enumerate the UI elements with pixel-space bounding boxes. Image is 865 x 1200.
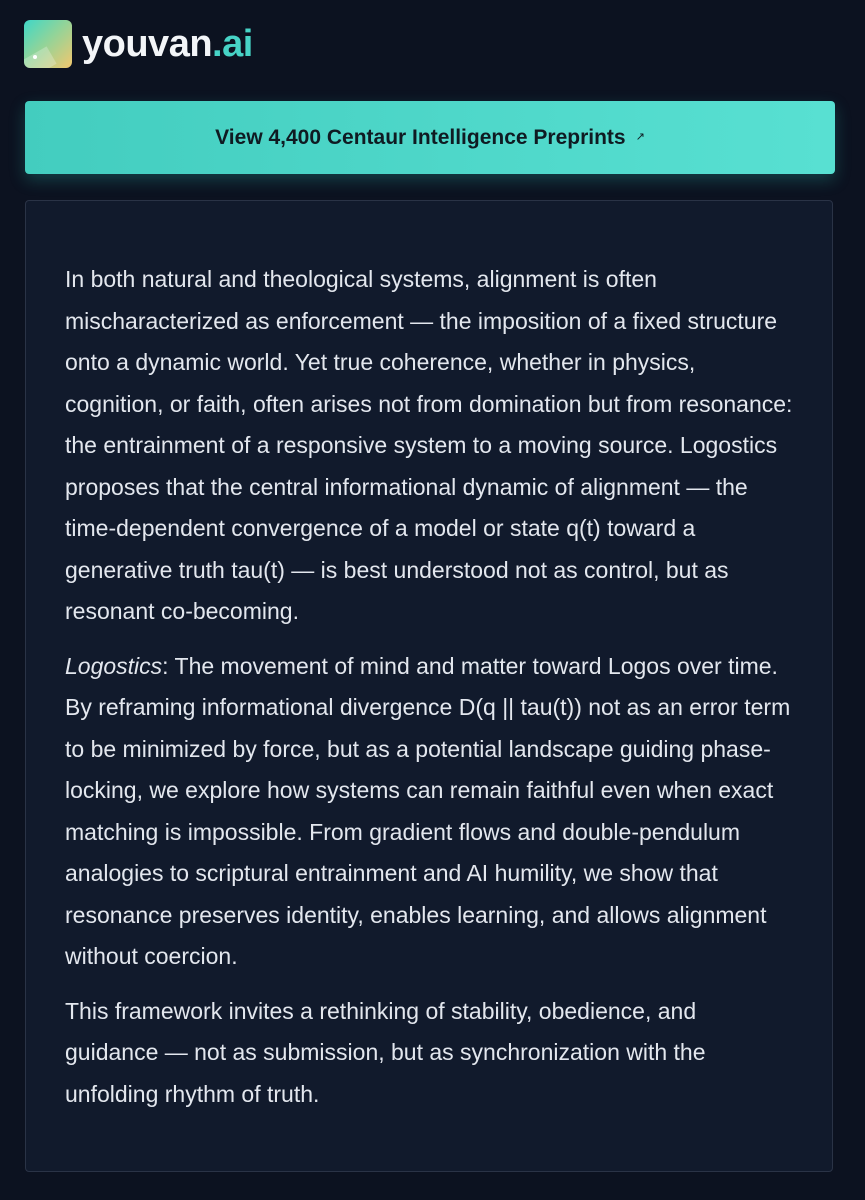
logostics-term: Logostics — [65, 652, 163, 679]
logo-dot — [33, 55, 37, 59]
brand-wordmark[interactable] — [82, 25, 253, 63]
abstract-paragraph-1: In both natural and theological systems, alignment is often mischaracterized as enforcement — the imposition of a fixed structure onto a dynamic world. Yet true coherence, whether in physics, cognition, or faith, often arises not from domination but from resonance: the entrainment of a responsive system to a moving source. Logostics proposes that the central informational dynamic of alignment — the time-dependent convergence of a model or state q(t) toward a generative truth tau(t) — is best understood not as control, but as resonant co-becoming. — [65, 266, 793, 624]
brand-tld: .ai — [212, 23, 253, 65]
logo-shine — [24, 46, 57, 68]
logo-icon[interactable] — [24, 20, 72, 68]
external-link-icon: ↗ — [635, 130, 645, 143]
abstract-paragraph-2 — [65, 646, 795, 978]
site-header — [24, 18, 253, 70]
view-preprints-label: View 4,400 Centaur Intelligence Preprints — [215, 125, 626, 149]
abstract-card — [25, 200, 833, 1172]
abstract-body — [65, 259, 795, 1128]
view-preprints-button[interactable] — [25, 101, 835, 174]
abstract-paragraph-3: This framework invites a rethinking of stability, obedience, and guidance — not as submission, but as synchronization with the unfolding rhythm of truth. — [65, 997, 706, 1107]
abstract-paragraph-2-text: : The movement of mind and matter toward Logos over time. By reframing informational divergence D(q || tau(t)) not as an error term to be minimized by force, but as a potential landscape guiding phase-locking, we explore how systems can remain faithful even when exact matching is impossible. From gradient flows and double-pendulum analogies to scriptural entrainment and AI humility, we show that resonance preserves identity, enables learning, and allows alignment without coercion. — [65, 652, 791, 969]
brand-name: youvan — [82, 23, 213, 65]
